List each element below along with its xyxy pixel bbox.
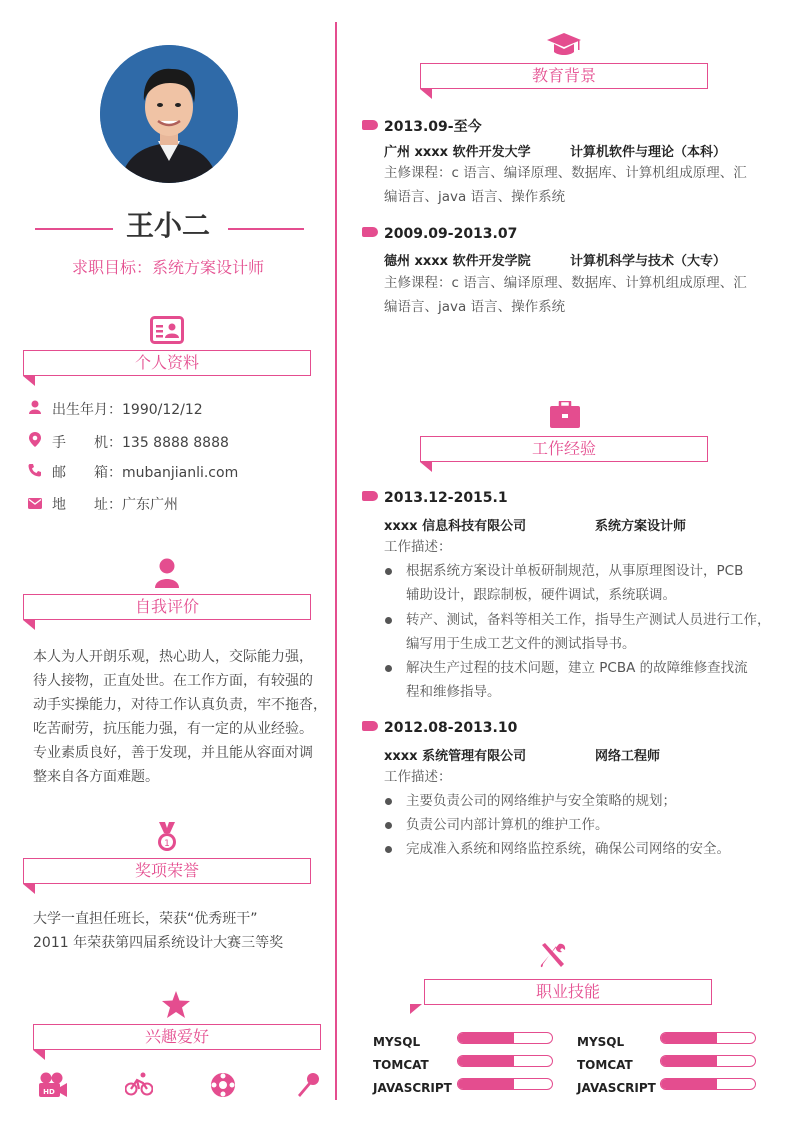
skill-fill xyxy=(458,1056,514,1066)
section-skills-header: 职业技能 xyxy=(424,979,712,1005)
skill-bar xyxy=(660,1055,756,1067)
course-line: 主修课程：c 语言、编译原理、数据库、计算机组成原理、汇 xyxy=(384,275,747,291)
section-self-eval-header: 自我评价 xyxy=(23,594,311,620)
bullet-dot xyxy=(385,798,392,805)
edu-2-date xyxy=(362,226,517,242)
work-1-bullet xyxy=(406,608,776,656)
course-line: 编语言、java 语言、操作系统 xyxy=(384,299,566,315)
work-2-bullet xyxy=(406,789,776,813)
location-icon xyxy=(28,432,42,453)
award-line: 大学一直担任班长，荣获“优秀班干” xyxy=(33,911,258,927)
info-mobile-text: 手 机：135 8888 8888 xyxy=(52,435,229,451)
section-tail xyxy=(420,89,432,99)
cycling-icon xyxy=(125,1072,153,1100)
section-hobbies-header: 兴趣爱好 xyxy=(33,1024,321,1050)
section-tail xyxy=(23,620,35,630)
work-1-company: xxxx 信息科技有限公司 xyxy=(384,519,527,534)
microphone-icon xyxy=(296,1072,320,1102)
work-2-date-text: 2012.08-2013.10 xyxy=(384,720,518,736)
skill-fill xyxy=(661,1056,717,1066)
info-email-text: 邮 箱：mubanjianli.com xyxy=(52,465,239,481)
section-tail xyxy=(23,884,35,894)
svg-text:HD: HD xyxy=(43,1088,55,1096)
camera-icon xyxy=(38,1072,68,1102)
bullet-line: 主要负责公司的网络维护与安全策略的规划； xyxy=(406,793,676,809)
star-icon xyxy=(162,991,190,1022)
self-eval-line: 动手实操能力，对待工作认真负责，牢不拖沓， xyxy=(33,697,327,713)
course-line: 主修课程：c 语言、编译原理、数据库、计算机组成原理、汇 xyxy=(384,165,747,181)
bullet-line: 程和维修指导。 xyxy=(406,684,501,700)
awards-text xyxy=(33,907,333,955)
section-education-header: 教育背景 xyxy=(420,63,708,89)
self-eval-line: 吃苦耐劳，抗压能力强，有一定的从业经验。 xyxy=(33,721,313,737)
edu-1-school: 广州 xxxx 软件开发大学 xyxy=(384,145,531,160)
date-tag-icon xyxy=(362,227,378,237)
skill-label: MYSQL xyxy=(577,1035,625,1049)
tools-icon xyxy=(539,942,567,974)
phone-icon xyxy=(28,463,42,483)
edu-2-courses xyxy=(384,271,774,319)
bullet-dot xyxy=(385,822,392,829)
person-icon xyxy=(28,400,42,420)
date-tag-icon xyxy=(362,721,378,731)
edu-1-date xyxy=(362,116,482,136)
bullet-line: 辅助设计，跟踪制板，硬件调试，系统联调。 xyxy=(406,587,676,603)
section-tail xyxy=(410,1004,422,1014)
self-eval-line: 专业素质良好，善于发现，并且能从容面对调 xyxy=(33,745,313,761)
skill-bar xyxy=(457,1078,553,1090)
self-eval-line: 本人为人开朗乐观，热心助人，交际能力强， xyxy=(33,649,313,665)
skill-fill xyxy=(661,1079,717,1089)
work-2-date xyxy=(362,720,517,736)
work-1-date xyxy=(362,490,508,506)
skill-label: JAVASCRIPT xyxy=(577,1081,656,1095)
info-email xyxy=(28,463,238,483)
work-2-desc-label: 工作描述： xyxy=(384,769,452,785)
graduation-cap-icon xyxy=(547,33,581,61)
work-1-bullet xyxy=(406,656,776,704)
skill-fill xyxy=(458,1079,514,1089)
bullet-line: 解决生产过程的技术问题，建立 PCBA 的故障维修查找流 xyxy=(406,660,748,676)
skill-label: TOMCAT xyxy=(577,1058,633,1072)
info-birth xyxy=(28,400,203,420)
info-mobile xyxy=(28,432,229,452)
work-1-date-text: 2013.12-2015.1 xyxy=(384,490,508,506)
bullet-line: 完成准入系统和网络监控系统，确保公司网络的安全。 xyxy=(406,841,730,857)
skill-fill xyxy=(458,1033,514,1043)
skill-bar xyxy=(660,1078,756,1090)
skill-label: TOMCAT xyxy=(373,1058,429,1072)
skill-bar xyxy=(457,1032,553,1044)
skill-fill xyxy=(661,1033,717,1043)
section-tail xyxy=(33,1050,45,1060)
work-2-company: xxxx 系统管理有限公司 xyxy=(384,749,527,764)
svg-text:1: 1 xyxy=(164,839,170,849)
work-1-bullet xyxy=(406,559,776,607)
briefcase-icon xyxy=(550,401,580,432)
candidate-name: 王小二 xyxy=(125,209,210,242)
bullet-dot xyxy=(385,846,392,853)
bullet-line: 编写用于生成工艺文件的测试指导书。 xyxy=(406,636,636,652)
date-tag-icon xyxy=(362,120,378,130)
work-1-role: 系统方案设计师 xyxy=(595,519,687,534)
course-line: 编语言、java 语言、操作系统 xyxy=(384,189,566,205)
id-card-icon xyxy=(150,316,184,348)
edu-1-major: 计算机软件与理论（本科） xyxy=(570,145,727,160)
work-2-bullet xyxy=(406,813,776,837)
edu-2-date-text: 2009.09-2013.07 xyxy=(384,226,518,242)
bullet-line: 负责公司内部计算机的维护工作。 xyxy=(406,817,609,833)
job-objective: 求职目标：系统方案设计师 xyxy=(71,258,264,277)
section-awards-header: 奖项荣誉 xyxy=(23,858,311,884)
section-tail xyxy=(420,462,432,472)
bullet-dot xyxy=(385,665,392,672)
skill-bar xyxy=(660,1032,756,1044)
self-eval-line: 待人接物，正直处世。在工作方面，有较强的 xyxy=(33,673,313,689)
section-work-header: 工作经验 xyxy=(420,436,708,462)
bullet-line: 根据系统方案设计单板研制规范，从事原理图设计，PCB xyxy=(406,563,744,579)
section-tail xyxy=(23,376,35,386)
edu-1-date-text: 2013.09-至今 xyxy=(384,119,482,135)
avatar xyxy=(100,45,238,183)
date-tag-icon xyxy=(362,491,378,501)
edu-2-school: 德州 xxxx 软件开发学院 xyxy=(384,254,531,269)
skill-label: JAVASCRIPT xyxy=(373,1081,452,1095)
section-personal-header: 个人资料 xyxy=(23,350,311,376)
center-divider xyxy=(335,22,337,1100)
skill-label: MYSQL xyxy=(373,1035,421,1049)
ball-icon xyxy=(210,1072,236,1102)
self-eval-line: 整来自各方面难题。 xyxy=(33,769,159,785)
work-1-desc-label: 工作描述： xyxy=(384,539,452,555)
edu-1-courses xyxy=(384,161,774,209)
work-2-role: 网络工程师 xyxy=(595,749,661,764)
info-address xyxy=(28,495,178,515)
info-birth-text: 出生年月：1990/12/12 xyxy=(52,402,203,418)
bullet-line: 转产、测试，备料等相关工作，指导生产测试人员进行工作， xyxy=(406,612,771,628)
info-address-text: 地 址：广东广州 xyxy=(52,497,178,513)
bullet-dot xyxy=(385,617,392,624)
user-icon xyxy=(155,558,179,592)
award-line: 2011 年荣获第四届系统设计大赛三等奖 xyxy=(33,935,284,951)
mail-icon xyxy=(28,495,42,515)
work-2-bullet xyxy=(406,837,776,861)
bullet-dot xyxy=(385,568,392,575)
skill-bar xyxy=(457,1055,553,1067)
self-eval-text xyxy=(33,645,333,789)
medal-icon xyxy=(155,822,179,856)
edu-2-major: 计算机科学与技术（大专） xyxy=(570,254,727,269)
